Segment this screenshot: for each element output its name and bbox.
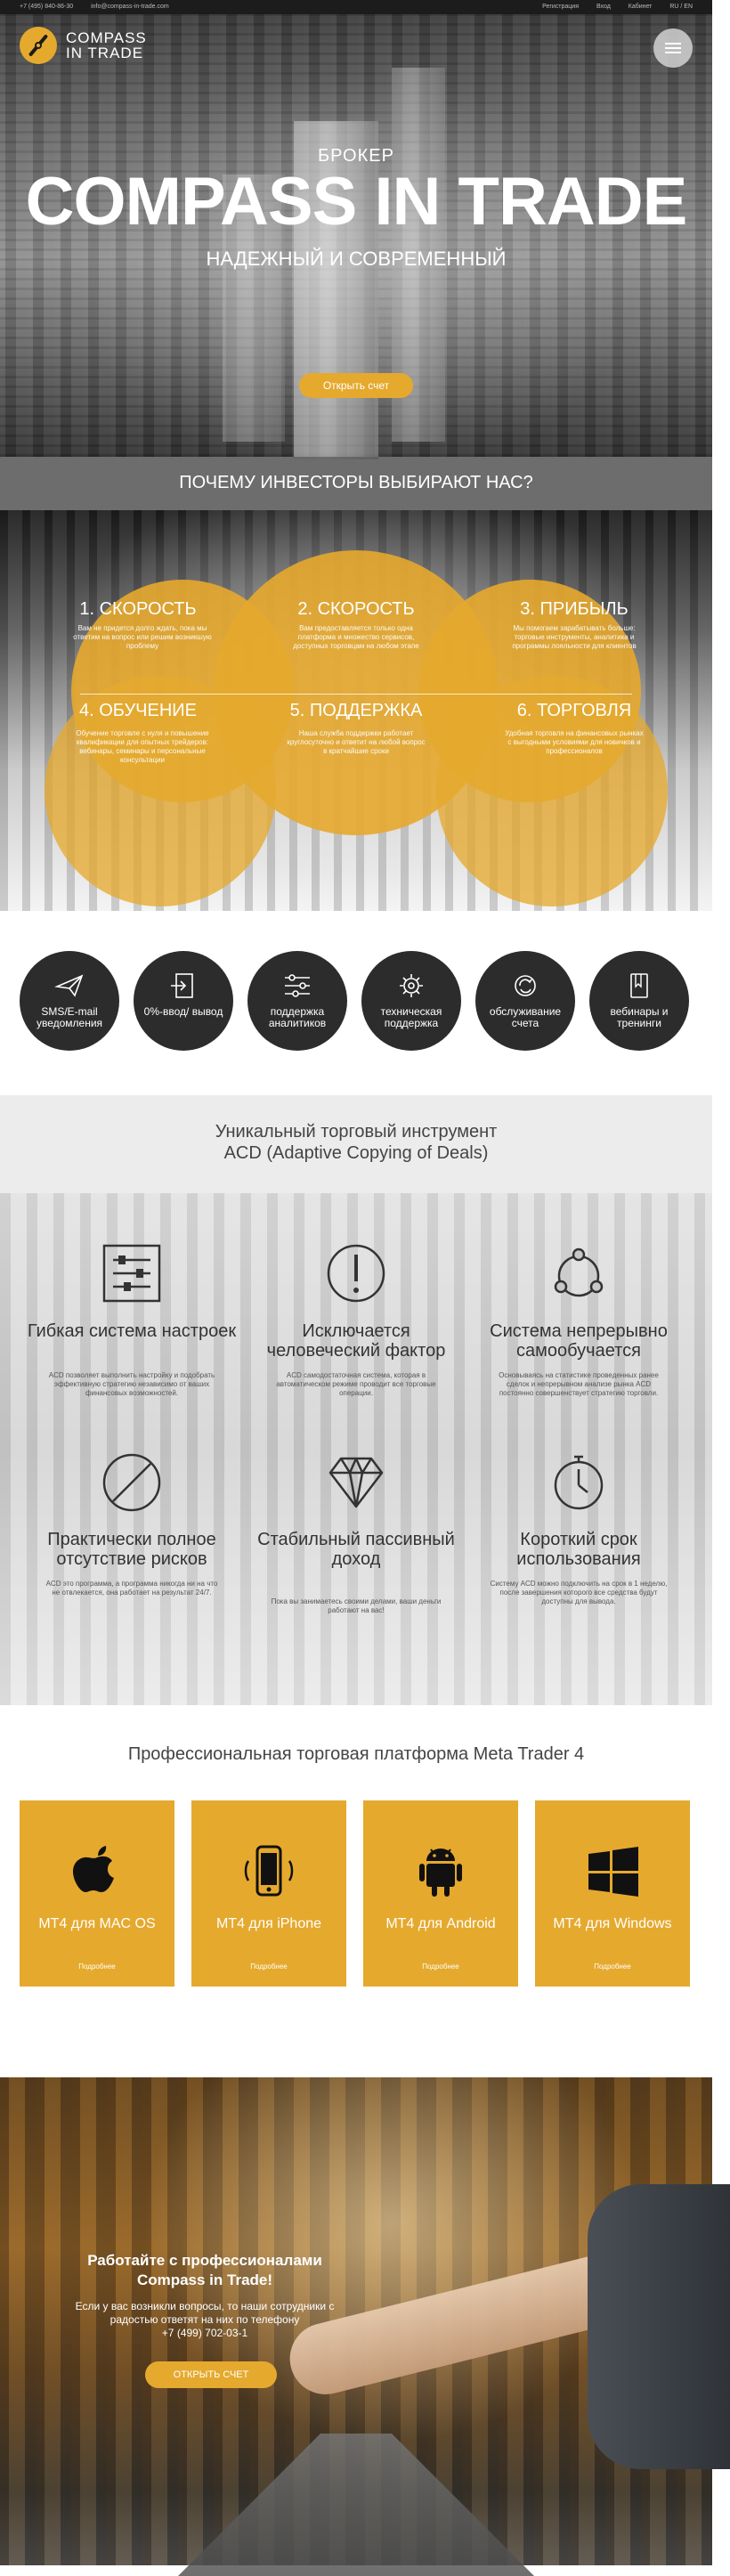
mt4-card-windows[interactable]: MT4 для Windows Подробнее xyxy=(535,1800,690,1987)
iphone-icon xyxy=(191,1845,346,1898)
acd-title-5: Стабильный пассивный доход xyxy=(257,1530,455,1569)
why-band xyxy=(0,457,712,510)
acd-subheading: ACD (Adaptive Copying of Deals) xyxy=(223,1143,489,1163)
reason-title-1: 1. СКОРОСТЬ xyxy=(79,599,197,619)
acd-title-2: Исключается человеческий фактор xyxy=(266,1321,446,1361)
acd-title-4: Практически полное отсутствие рисков xyxy=(47,1530,216,1569)
no-risk-icon xyxy=(101,1451,163,1514)
feature-analysts[interactable]: поддержка аналитиков xyxy=(247,951,347,1051)
brand-name[interactable]: COMPASS IN TRADE xyxy=(66,29,147,61)
reason-divider xyxy=(80,694,632,695)
feature-tech-support[interactable]: техническая поддержка xyxy=(361,951,461,1051)
sliders-icon xyxy=(247,972,347,999)
mt4-card-android[interactable]: MT4 для Android Подробнее xyxy=(363,1800,518,1987)
transfer-icon xyxy=(134,972,233,999)
open-account-bottom-button[interactable]: ОТКРЫТЬ СЧЕТ xyxy=(145,2361,277,2388)
settings-panel-icon xyxy=(101,1242,163,1304)
acd-text-4: ACD это программа, а программа никогда ни на что не отвлекается, она работает на результат 24/7. xyxy=(45,1580,218,1597)
open-account-button[interactable]: Открыть счет xyxy=(299,373,413,398)
refresh-icon xyxy=(475,972,575,999)
reason-title-4: 4. ОБУЧЕНИЕ xyxy=(79,701,197,720)
book-icon xyxy=(589,972,689,999)
top-link-login[interactable]: Вход xyxy=(596,4,611,10)
acd-text-5: Пока вы занимаетесь своими делами, ваши деньги работают на вас! xyxy=(271,1597,442,1614)
acd-title-6: Короткий срок использования xyxy=(516,1530,641,1569)
mt4-card-iphone[interactable]: MT4 для iPhone Подробнее xyxy=(191,1800,346,1987)
reason-text-4: Обучение торговле с нуля и повышение квалификации для опытных трейдеров: вебинары, семинары и персональные консультации xyxy=(76,729,209,764)
acd-section xyxy=(0,1193,712,1705)
contact-section xyxy=(0,2077,712,2565)
diamond-icon xyxy=(325,1451,387,1514)
paper-plane-icon xyxy=(20,972,119,999)
acd-text-3: Основываясь на статистике проведенных ранее сделок и непрерывном анализе рынка ACD постоянно совершенствует стратегию торговли. xyxy=(499,1371,659,1397)
top-phone[interactable]: +7 (495) 840-86-30 xyxy=(20,4,74,10)
acd-header xyxy=(0,1095,712,1193)
top-link-cabinet[interactable]: Кабинет xyxy=(628,4,653,10)
mt4-card-macos[interactable]: MT4 для MAC OS Подробнее xyxy=(20,1800,174,1987)
acd-heading: Уникальный торговый инструмент xyxy=(215,1122,498,1142)
acd-title-1: Гибкая система настроек xyxy=(27,1321,237,1341)
why-heading: ПОЧЕМУ ИНВЕСТОРЫ ВЫБИРАЮТ НАС? xyxy=(179,473,533,492)
reason-text-3: Мы помогаем зарабатывать больше: торговые инструменты, аналитика и программы лояльности для клиентов xyxy=(512,624,637,650)
android-icon xyxy=(363,1845,518,1898)
reason-title-3: 3. ПРИБЫЛЬ xyxy=(520,599,629,619)
hero-overline: БРОКЕР xyxy=(318,146,394,166)
mt4-heading: Профессиональная торговая платформа Meta Trader 4 xyxy=(127,1744,585,1764)
reason-text-6: Удобная торговля на финансовых рынках с выгодными условиями для новичков и профессионалов xyxy=(505,729,644,755)
top-email[interactable]: info@compass-in-trade.com xyxy=(91,4,169,10)
reason-text-2: Вам предоставляется только одна платформа и множество сервисов, доступных торговцам на любом этапе xyxy=(293,624,419,650)
reason-text-5: Наша служба поддержки работает круглосуточно и ответит на любой вопрос в кратчайшие сроки xyxy=(287,729,426,755)
acd-text-1: ACD позволяет выполнить настройку и подобрать эффективную стратегию независимо от ваших финансовых возможностей. xyxy=(48,1371,215,1397)
reason-title-5: 5. ПОДДЕРЖКА xyxy=(289,701,423,720)
forest-road-image xyxy=(178,2434,534,2576)
contact-title: Работайте с профессионалами Compass in Trade! xyxy=(87,2252,322,2288)
top-bar xyxy=(0,0,712,14)
more-link[interactable]: Подробнее xyxy=(422,1962,459,1971)
reason-text-1: Вам не придется долго ждать, пока мы ответим на вопрос или решим возникшую проблему xyxy=(73,624,212,650)
apple-icon xyxy=(20,1845,174,1898)
reasons-section xyxy=(0,510,712,911)
more-link[interactable]: Подробнее xyxy=(250,1962,288,1971)
exclamation-icon xyxy=(325,1242,387,1304)
hero-subtitle: НАДЕЖНЫЙ И СОВРЕМЕННЫЙ xyxy=(206,248,507,270)
acd-title-3: Система непрерывно самообучается xyxy=(490,1321,668,1361)
reason-title-6: 6. ТОРГОВЛЯ xyxy=(516,701,632,720)
top-link-register[interactable]: Регистрация xyxy=(542,4,579,10)
feature-webinars[interactable]: вебинары и тренинги xyxy=(589,951,689,1051)
stopwatch-icon xyxy=(548,1451,610,1514)
contact-text: Если у вас возникли вопросы, то наши сотрудники с радостью ответят на них по телефону +7 (499) 702-03-1 xyxy=(53,2300,356,2340)
menu-button[interactable] xyxy=(653,28,693,68)
more-link[interactable]: Подробнее xyxy=(594,1962,631,1971)
logo-compass-icon[interactable] xyxy=(20,27,57,64)
network-icon xyxy=(548,1242,610,1304)
hero-title: COMPASS IN TRADE xyxy=(25,164,687,240)
backpack-image xyxy=(588,2184,730,2469)
contact-phone[interactable]: +7 (499) 702-03-1 xyxy=(161,2327,248,2339)
feature-account-service[interactable]: обслуживание счета xyxy=(475,951,575,1051)
hamburger-icon xyxy=(665,43,681,45)
acd-text-6: Систему ACD можно подключить на срок в 1 неделю, после завершения которого все средства будут доступны для вывода. xyxy=(490,1580,668,1605)
hero-section xyxy=(0,14,712,492)
gear-icon xyxy=(361,972,461,999)
windows-icon xyxy=(535,1845,690,1898)
mt4-section xyxy=(0,1705,712,2077)
feature-sms[interactable]: SMS/E-mail уведомления xyxy=(20,951,119,1051)
features-section xyxy=(0,911,712,1095)
top-link-language[interactable]: RU / EN xyxy=(669,4,693,10)
more-link[interactable]: Подробнее xyxy=(78,1962,116,1971)
acd-text-2: ACD самодостаточная система, которая в автоматическом режиме проводит все торговые операции. xyxy=(276,1371,436,1397)
feature-deposit[interactable]: 0%-ввод/ вывод xyxy=(134,951,233,1051)
reason-title-2: 2. СКОРОСТЬ xyxy=(297,599,415,619)
